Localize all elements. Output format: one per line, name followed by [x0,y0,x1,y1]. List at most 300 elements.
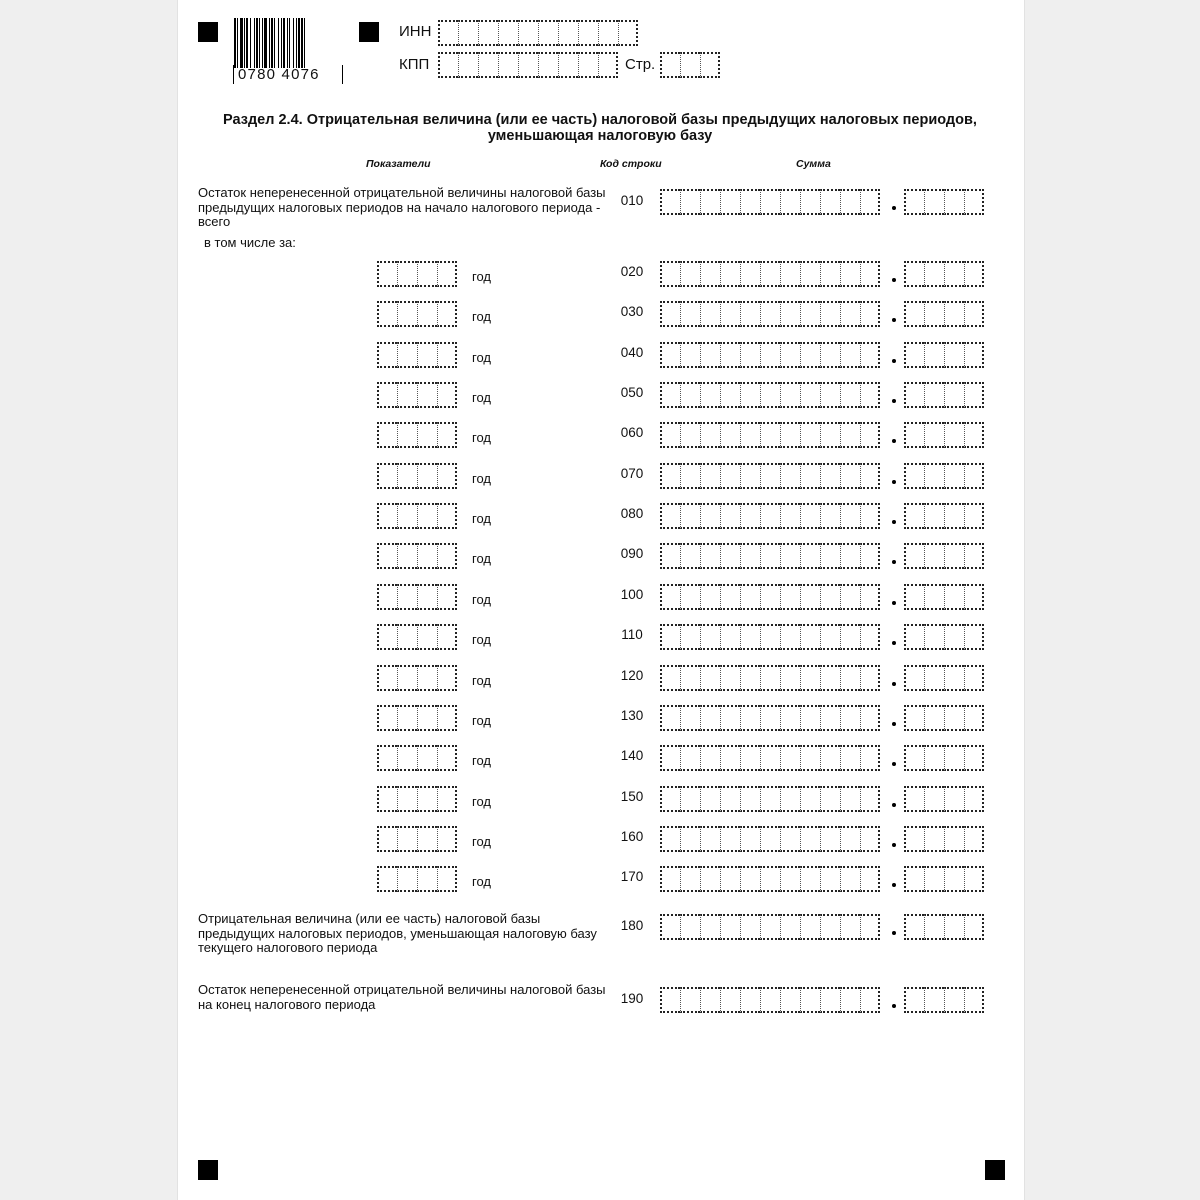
inn-cell[interactable] [498,20,518,46]
amount-integer-070-cell[interactable] [720,463,740,489]
amount-integer-170-cell[interactable] [660,866,680,892]
amount-integer-100-cell[interactable] [660,584,680,610]
amount-fraction-140-cell[interactable] [944,745,964,771]
amount-integer-020-cell[interactable] [860,261,880,287]
amount-fraction-050[interactable] [904,382,984,408]
amount-integer-020-cell[interactable] [840,261,860,287]
amount-integer-130-cell[interactable] [840,705,860,731]
year-field-090-cell[interactable] [437,543,457,569]
amount-integer-070-cell[interactable] [740,463,760,489]
amount-integer-160-cell[interactable] [680,826,700,852]
kpp-cell[interactable] [458,52,478,78]
page-number-field[interactable] [660,52,720,78]
year-field-030-cell[interactable] [437,301,457,327]
year-field-120-cell[interactable] [417,665,437,691]
amount-integer-160-cell[interactable] [720,826,740,852]
amount-fraction-030-cell[interactable] [944,301,964,327]
amount-integer-160-cell[interactable] [760,826,780,852]
amount-fraction-180[interactable] [904,914,984,940]
amount-fraction-160[interactable] [904,826,984,852]
amount-integer-100-cell[interactable] [820,584,840,610]
amount-fraction-130-cell[interactable] [964,705,984,731]
amount-integer-150-cell[interactable] [720,786,740,812]
amount-integer-010-cell[interactable] [840,189,860,215]
amount-integer-060-cell[interactable] [660,422,680,448]
amount-fraction-110-cell[interactable] [924,624,944,650]
amount-fraction-040-cell[interactable] [944,342,964,368]
amount-integer-110-cell[interactable] [820,624,840,650]
amount-fraction-160-cell[interactable] [924,826,944,852]
amount-fraction-050-cell[interactable] [924,382,944,408]
year-field-120[interactable] [377,665,457,691]
inn-cell[interactable] [618,20,638,46]
amount-integer-010-cell[interactable] [820,189,840,215]
amount-integer-020-cell[interactable] [820,261,840,287]
amount-integer-040-cell[interactable] [840,342,860,368]
amount-integer-090-cell[interactable] [660,543,680,569]
amount-integer-010[interactable] [660,189,880,215]
amount-fraction-150-cell[interactable] [944,786,964,812]
amount-integer-140-cell[interactable] [860,745,880,771]
amount-fraction-180-cell[interactable] [964,914,984,940]
amount-fraction-010-cell[interactable] [964,189,984,215]
amount-integer-140-cell[interactable] [660,745,680,771]
amount-fraction-160-cell[interactable] [904,826,924,852]
kpp-cell[interactable] [558,52,578,78]
year-field-170-cell[interactable] [437,866,457,892]
amount-fraction-130-cell[interactable] [904,705,924,731]
amount-fraction-120-cell[interactable] [924,665,944,691]
year-field-050-cell[interactable] [417,382,437,408]
amount-integer-050-cell[interactable] [660,382,680,408]
amount-integer-070-cell[interactable] [680,463,700,489]
year-field-080-cell[interactable] [377,503,397,529]
amount-integer-090-cell[interactable] [720,543,740,569]
amount-integer-120-cell[interactable] [840,665,860,691]
amount-integer-050[interactable] [660,382,880,408]
kpp-cell[interactable] [578,52,598,78]
amount-integer-030[interactable] [660,301,880,327]
amount-integer-150-cell[interactable] [760,786,780,812]
amount-integer-170-cell[interactable] [740,866,760,892]
year-field-030-cell[interactable] [377,301,397,327]
amount-integer-150-cell[interactable] [800,786,820,812]
amount-integer-070-cell[interactable] [800,463,820,489]
amount-integer-150-cell[interactable] [780,786,800,812]
amount-integer-010-cell[interactable] [800,189,820,215]
amount-fraction-120-cell[interactable] [964,665,984,691]
year-field-120-cell[interactable] [377,665,397,691]
inn-cell[interactable] [438,20,458,46]
amount-integer-170-cell[interactable] [680,866,700,892]
amount-integer-020-cell[interactable] [800,261,820,287]
amount-integer-100-cell[interactable] [760,584,780,610]
amount-integer-070-cell[interactable] [660,463,680,489]
amount-fraction-020[interactable] [904,261,984,287]
amount-integer-050-cell[interactable] [740,382,760,408]
amount-integer-120-cell[interactable] [800,665,820,691]
amount-integer-100-cell[interactable] [860,584,880,610]
amount-integer-020[interactable] [660,261,880,287]
amount-integer-150-cell[interactable] [660,786,680,812]
amount-integer-060-cell[interactable] [860,422,880,448]
year-field-100-cell[interactable] [417,584,437,610]
amount-integer-150-cell[interactable] [820,786,840,812]
amount-fraction-050-cell[interactable] [944,382,964,408]
amount-integer-090-cell[interactable] [860,543,880,569]
amount-integer-170[interactable] [660,866,880,892]
year-field-130-cell[interactable] [417,705,437,731]
amount-integer-130-cell[interactable] [740,705,760,731]
amount-fraction-070-cell[interactable] [924,463,944,489]
amount-integer-080-cell[interactable] [700,503,720,529]
amount-fraction-190-cell[interactable] [904,987,924,1013]
year-field-060-cell[interactable] [397,422,417,448]
year-field-070-cell[interactable] [437,463,457,489]
amount-fraction-100-cell[interactable] [964,584,984,610]
amount-integer-140-cell[interactable] [840,745,860,771]
year-field-070-cell[interactable] [417,463,437,489]
year-field-080-cell[interactable] [417,503,437,529]
amount-fraction-120[interactable] [904,665,984,691]
year-field-020[interactable] [377,261,457,287]
inn-cell[interactable] [458,20,478,46]
amount-integer-180-cell[interactable] [700,914,720,940]
amount-integer-070-cell[interactable] [860,463,880,489]
inn-cell[interactable] [598,20,618,46]
amount-integer-060-cell[interactable] [720,422,740,448]
year-field-110-cell[interactable] [417,624,437,650]
amount-integer-050-cell[interactable] [680,382,700,408]
amount-fraction-130-cell[interactable] [924,705,944,731]
amount-fraction-150-cell[interactable] [924,786,944,812]
amount-integer-040[interactable] [660,342,880,368]
amount-fraction-090-cell[interactable] [924,543,944,569]
kpp-cell[interactable] [598,52,618,78]
amount-integer-040-cell[interactable] [820,342,840,368]
year-field-160-cell[interactable] [397,826,417,852]
amount-integer-040-cell[interactable] [680,342,700,368]
amount-fraction-190-cell[interactable] [924,987,944,1013]
amount-fraction-030[interactable] [904,301,984,327]
amount-integer-130-cell[interactable] [800,705,820,731]
amount-integer-160-cell[interactable] [860,826,880,852]
year-field-030-cell[interactable] [397,301,417,327]
amount-integer-120-cell[interactable] [700,665,720,691]
kpp-cell[interactable] [538,52,558,78]
year-field-020-cell[interactable] [437,261,457,287]
amount-integer-130[interactable] [660,705,880,731]
amount-integer-110-cell[interactable] [780,624,800,650]
amount-integer-140-cell[interactable] [680,745,700,771]
amount-integer-100-cell[interactable] [700,584,720,610]
year-field-090-cell[interactable] [397,543,417,569]
amount-integer-030-cell[interactable] [680,301,700,327]
year-field-170-cell[interactable] [397,866,417,892]
amount-integer-020-cell[interactable] [760,261,780,287]
amount-integer-160[interactable] [660,826,880,852]
amount-integer-040-cell[interactable] [800,342,820,368]
year-field-130-cell[interactable] [377,705,397,731]
amount-integer-090-cell[interactable] [840,543,860,569]
amount-integer-180-cell[interactable] [840,914,860,940]
amount-fraction-140[interactable] [904,745,984,771]
year-field-130[interactable] [377,705,457,731]
amount-integer-030-cell[interactable] [740,301,760,327]
amount-fraction-010-cell[interactable] [904,189,924,215]
amount-integer-040-cell[interactable] [660,342,680,368]
amount-integer-020-cell[interactable] [680,261,700,287]
amount-fraction-120-cell[interactable] [904,665,924,691]
amount-integer-030-cell[interactable] [760,301,780,327]
year-field-030[interactable] [377,301,457,327]
amount-integer-020-cell[interactable] [700,261,720,287]
amount-integer-040-cell[interactable] [720,342,740,368]
amount-fraction-060-cell[interactable] [944,422,964,448]
amount-integer-030-cell[interactable] [780,301,800,327]
amount-integer-120-cell[interactable] [820,665,840,691]
amount-fraction-070-cell[interactable] [904,463,924,489]
year-field-070[interactable] [377,463,457,489]
amount-fraction-140-cell[interactable] [924,745,944,771]
amount-integer-020-cell[interactable] [660,261,680,287]
amount-integer-030-cell[interactable] [820,301,840,327]
year-field-080-cell[interactable] [397,503,417,529]
amount-fraction-090-cell[interactable] [904,543,924,569]
amount-integer-100-cell[interactable] [780,584,800,610]
amount-integer-070-cell[interactable] [700,463,720,489]
amount-integer-130-cell[interactable] [780,705,800,731]
amount-integer-050-cell[interactable] [720,382,740,408]
amount-fraction-070[interactable] [904,463,984,489]
year-field-100-cell[interactable] [437,584,457,610]
amount-integer-130-cell[interactable] [760,705,780,731]
amount-fraction-140-cell[interactable] [904,745,924,771]
year-field-160-cell[interactable] [437,826,457,852]
amount-integer-050-cell[interactable] [780,382,800,408]
amount-integer-050-cell[interactable] [820,382,840,408]
amount-integer-120-cell[interactable] [860,665,880,691]
amount-integer-130-cell[interactable] [720,705,740,731]
kpp-cell[interactable] [438,52,458,78]
amount-integer-170-cell[interactable] [860,866,880,892]
amount-integer-070[interactable] [660,463,880,489]
year-field-100-cell[interactable] [397,584,417,610]
amount-fraction-010-cell[interactable] [944,189,964,215]
amount-integer-130-cell[interactable] [680,705,700,731]
amount-integer-130-cell[interactable] [820,705,840,731]
page-cell[interactable] [680,52,700,78]
amount-integer-080-cell[interactable] [740,503,760,529]
amount-integer-150-cell[interactable] [840,786,860,812]
amount-integer-090-cell[interactable] [680,543,700,569]
amount-fraction-020-cell[interactable] [924,261,944,287]
amount-integer-080-cell[interactable] [840,503,860,529]
amount-fraction-090[interactable] [904,543,984,569]
amount-integer-160-cell[interactable] [840,826,860,852]
amount-integer-050-cell[interactable] [700,382,720,408]
year-field-120-cell[interactable] [397,665,417,691]
amount-fraction-040-cell[interactable] [904,342,924,368]
year-field-060-cell[interactable] [377,422,397,448]
amount-integer-170-cell[interactable] [800,866,820,892]
kpp-cell[interactable] [498,52,518,78]
amount-integer-110-cell[interactable] [840,624,860,650]
year-field-020-cell[interactable] [397,261,417,287]
year-field-020-cell[interactable] [417,261,437,287]
amount-integer-100-cell[interactable] [800,584,820,610]
amount-integer-150-cell[interactable] [700,786,720,812]
amount-integer-060-cell[interactable] [840,422,860,448]
amount-integer-080-cell[interactable] [720,503,740,529]
amount-integer-190-cell[interactable] [660,987,680,1013]
amount-fraction-040-cell[interactable] [964,342,984,368]
amount-integer-120-cell[interactable] [780,665,800,691]
amount-integer-190[interactable] [660,987,880,1013]
amount-fraction-100-cell[interactable] [904,584,924,610]
year-field-070-cell[interactable] [377,463,397,489]
amount-integer-160-cell[interactable] [800,826,820,852]
amount-integer-100-cell[interactable] [720,584,740,610]
amount-integer-030-cell[interactable] [720,301,740,327]
amount-integer-120-cell[interactable] [720,665,740,691]
amount-integer-180-cell[interactable] [680,914,700,940]
amount-integer-140-cell[interactable] [700,745,720,771]
amount-integer-150[interactable] [660,786,880,812]
amount-fraction-060-cell[interactable] [964,422,984,448]
amount-integer-070-cell[interactable] [780,463,800,489]
amount-fraction-080-cell[interactable] [944,503,964,529]
year-field-130-cell[interactable] [397,705,417,731]
year-field-020-cell[interactable] [377,261,397,287]
amount-integer-120-cell[interactable] [660,665,680,691]
amount-fraction-190[interactable] [904,987,984,1013]
amount-integer-190-cell[interactable] [780,987,800,1013]
amount-fraction-100-cell[interactable] [944,584,964,610]
amount-integer-110[interactable] [660,624,880,650]
amount-integer-180[interactable] [660,914,880,940]
amount-integer-120-cell[interactable] [740,665,760,691]
amount-fraction-180-cell[interactable] [904,914,924,940]
kpp-field[interactable] [438,52,618,78]
year-field-150-cell[interactable] [397,786,417,812]
amount-integer-080[interactable] [660,503,880,529]
year-field-160[interactable] [377,826,457,852]
amount-fraction-120-cell[interactable] [944,665,964,691]
year-field-040-cell[interactable] [417,342,437,368]
amount-fraction-090-cell[interactable] [964,543,984,569]
amount-integer-060-cell[interactable] [780,422,800,448]
amount-fraction-070-cell[interactable] [964,463,984,489]
amount-integer-080-cell[interactable] [760,503,780,529]
amount-fraction-100[interactable] [904,584,984,610]
amount-integer-080-cell[interactable] [660,503,680,529]
amount-integer-140-cell[interactable] [780,745,800,771]
amount-integer-040-cell[interactable] [700,342,720,368]
amount-integer-120-cell[interactable] [680,665,700,691]
year-field-080[interactable] [377,503,457,529]
year-field-050-cell[interactable] [397,382,417,408]
amount-integer-030-cell[interactable] [860,301,880,327]
year-field-140-cell[interactable] [437,745,457,771]
amount-fraction-110-cell[interactable] [944,624,964,650]
amount-integer-050-cell[interactable] [860,382,880,408]
amount-integer-060-cell[interactable] [680,422,700,448]
year-field-100[interactable] [377,584,457,610]
year-field-150-cell[interactable] [377,786,397,812]
amount-integer-110-cell[interactable] [860,624,880,650]
year-field-160-cell[interactable] [417,826,437,852]
amount-integer-010-cell[interactable] [760,189,780,215]
amount-fraction-130[interactable] [904,705,984,731]
amount-fraction-020-cell[interactable] [944,261,964,287]
inn-cell[interactable] [558,20,578,46]
kpp-cell[interactable] [478,52,498,78]
amount-integer-020-cell[interactable] [740,261,760,287]
year-field-140-cell[interactable] [397,745,417,771]
amount-integer-190-cell[interactable] [860,987,880,1013]
amount-fraction-080[interactable] [904,503,984,529]
amount-integer-040-cell[interactable] [780,342,800,368]
amount-fraction-080-cell[interactable] [904,503,924,529]
amount-integer-030-cell[interactable] [840,301,860,327]
amount-fraction-190-cell[interactable] [944,987,964,1013]
amount-integer-190-cell[interactable] [700,987,720,1013]
amount-fraction-190-cell[interactable] [964,987,984,1013]
inn-cell[interactable] [578,20,598,46]
amount-integer-110-cell[interactable] [720,624,740,650]
amount-integer-170-cell[interactable] [820,866,840,892]
amount-integer-180-cell[interactable] [780,914,800,940]
amount-integer-020-cell[interactable] [780,261,800,287]
amount-fraction-180-cell[interactable] [924,914,944,940]
year-field-140[interactable] [377,745,457,771]
amount-fraction-170[interactable] [904,866,984,892]
amount-fraction-090-cell[interactable] [944,543,964,569]
amount-fraction-100-cell[interactable] [924,584,944,610]
amount-integer-110-cell[interactable] [680,624,700,650]
amount-integer-160-cell[interactable] [780,826,800,852]
year-field-040[interactable] [377,342,457,368]
amount-integer-160-cell[interactable] [820,826,840,852]
amount-integer-180-cell[interactable] [740,914,760,940]
amount-fraction-110-cell[interactable] [904,624,924,650]
page-cell[interactable] [700,52,720,78]
amount-integer-110-cell[interactable] [760,624,780,650]
amount-integer-130-cell[interactable] [860,705,880,731]
amount-fraction-060-cell[interactable] [924,422,944,448]
amount-integer-020-cell[interactable] [720,261,740,287]
amount-integer-070-cell[interactable] [840,463,860,489]
amount-integer-190-cell[interactable] [680,987,700,1013]
amount-fraction-010-cell[interactable] [924,189,944,215]
amount-fraction-170-cell[interactable] [924,866,944,892]
year-field-090-cell[interactable] [377,543,397,569]
amount-fraction-020-cell[interactable] [904,261,924,287]
amount-integer-150-cell[interactable] [740,786,760,812]
amount-integer-030-cell[interactable] [700,301,720,327]
amount-integer-030-cell[interactable] [660,301,680,327]
amount-integer-010-cell[interactable] [700,189,720,215]
amount-integer-110-cell[interactable] [800,624,820,650]
year-field-120-cell[interactable] [437,665,457,691]
amount-integer-160-cell[interactable] [740,826,760,852]
year-field-130-cell[interactable] [437,705,457,731]
amount-integer-120[interactable] [660,665,880,691]
amount-integer-010-cell[interactable] [680,189,700,215]
year-field-050-cell[interactable] [437,382,457,408]
year-field-150-cell[interactable] [417,786,437,812]
